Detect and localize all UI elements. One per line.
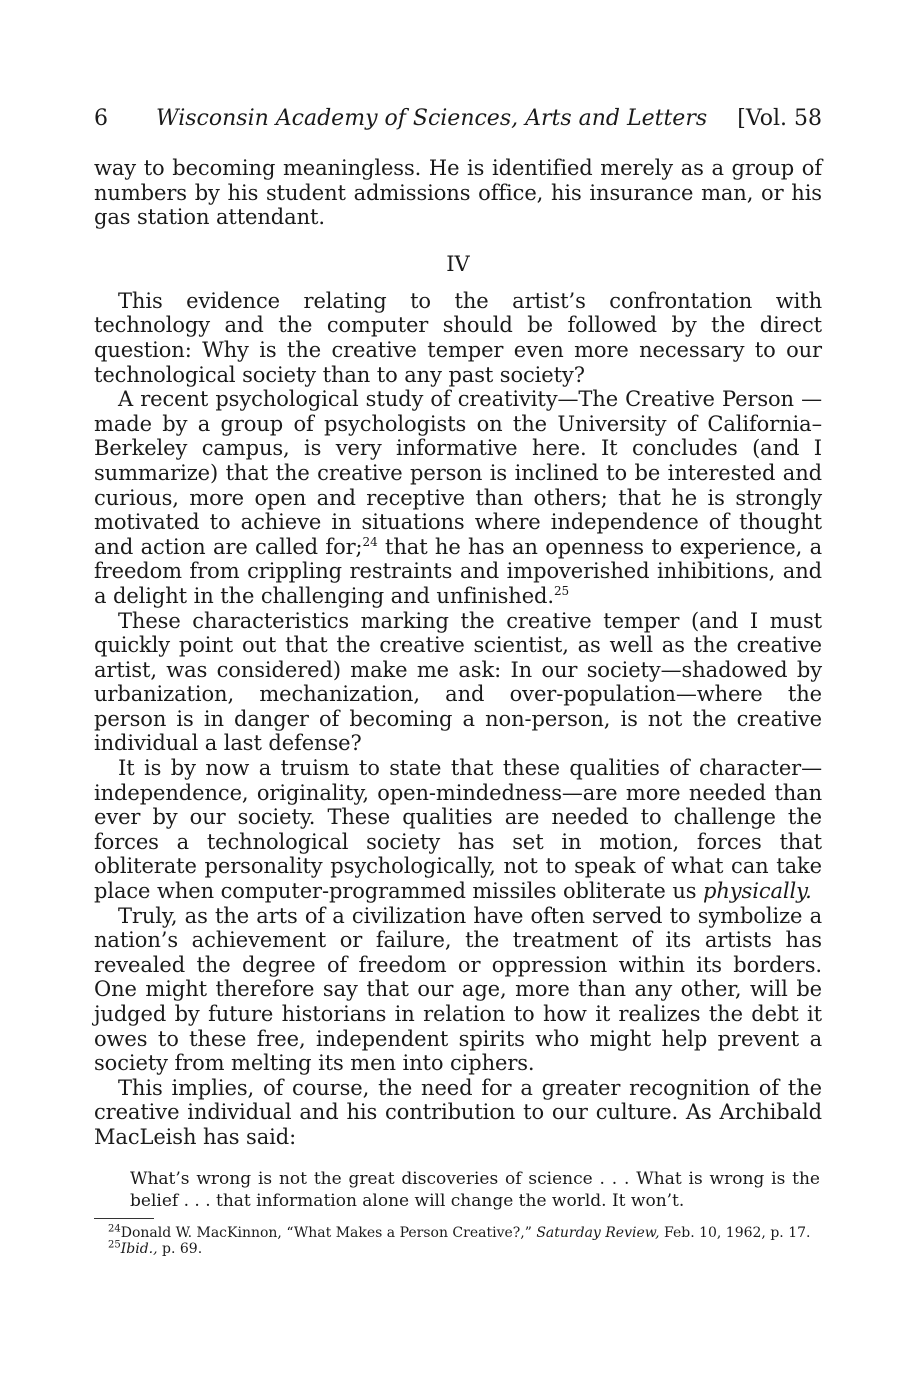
section-heading: IV bbox=[446, 251, 470, 276]
paragraph-recognition: This implies, of course, the need for a greater recognition of the creative individual and his contribution to our culture. As Archibald MacLeish has said: bbox=[94, 1075, 822, 1149]
footnote-ref-25: 25 bbox=[553, 583, 570, 598]
paragraph-creativity-study bbox=[94, 387, 822, 608]
journal-title: Wisconsin Academy of Sciences, Arts and Letters bbox=[156, 106, 708, 131]
block-quote: What’s wrong is not the great discoveries of science . . . What is wrong is the belief . . . that information alone will change the world. It won’t. bbox=[130, 1168, 820, 1211]
paragraph-question: This evidence relating to the artist’s confrontation with technology and the computer should be followed by the direct question: Why is the creative temper even more necessary to our technological society than to any past society? bbox=[94, 288, 822, 387]
volume-number: [Vol. 58 bbox=[737, 106, 822, 131]
footnote-ref-24: 24 bbox=[362, 534, 378, 549]
footnote-text: Donald W. MacKinnon, “What Makes a Person Creative?,” bbox=[120, 1224, 537, 1241]
footnote-number: 24 bbox=[108, 1222, 121, 1234]
paragraph-text: It is by now a truism to state that these qualities of character—independence, originality, open-mindedness—are more needed than ever by our society. These qualities are needed to challenge the forces a technological society has set in motion, forces that obliterate personality psychologically, not to speak of what can take place when computer-programmed missiles obliterate us bbox=[94, 756, 822, 904]
paragraph-text: that he has an openness to experience, a freedom from crippling restraints and impoverished inhibitions, and a delight in the challenging and unfinished. bbox=[94, 534, 823, 608]
paragraph-civilization: Truly, as the arts of a civilization have often served to symbolize a nation’s achievement or failure, the treatment of its artists has revealed the degree of freedom or oppression within its borders. One might therefore say that our age, more than any other, will be judged by future historians in relation to how it realizes the debt it owes to these free, independent spirits who might help prevent a society from melting its men into ciphers. bbox=[94, 903, 822, 1076]
paragraph-text: A recent psychological study of creativity—The Creative Person —made by a group of psychologists on the University of California–Berkeley campus, is very informative here. It concludes (and I summarize) that the creative person is inclined to be interested and curious, more open and receptive than others; that he is strongly motivated to achieve in situations where independence of thought and action are called for; bbox=[94, 387, 822, 559]
footnote-25 bbox=[94, 1238, 822, 1257]
footnote-source: Ibid., bbox=[120, 1240, 158, 1257]
emphasis-word: physically. bbox=[703, 879, 812, 904]
journal-page bbox=[94, 104, 822, 1257]
opening-paragraph: way to becoming meaningless. He is identified merely as a group of numbers by his student admissions office, his insurance man, or his gas station attendant. bbox=[94, 156, 822, 230]
page-number: 6 bbox=[94, 106, 108, 131]
footnote-number: 25 bbox=[108, 1238, 121, 1250]
footnote-text: Feb. 10, 1962, p. 17. bbox=[659, 1224, 811, 1241]
footnote-divider bbox=[94, 1218, 154, 1219]
running-head bbox=[94, 104, 822, 134]
footnote-text: p. 69. bbox=[157, 1240, 203, 1257]
paragraph-truism bbox=[94, 756, 822, 904]
footnote-source: Saturday Review, bbox=[536, 1224, 660, 1241]
footnote-24 bbox=[94, 1222, 822, 1241]
paragraph-characteristics: These characteristics marking the creative temper (and I must quickly point out that the creative scientist, as well as the creative artist, was considered) make me ask: In our society—shadowed by urbanization, mechanization, and over-population—where the person is in danger of becoming a non-person, is not the creative individual a last defense? bbox=[94, 608, 822, 756]
